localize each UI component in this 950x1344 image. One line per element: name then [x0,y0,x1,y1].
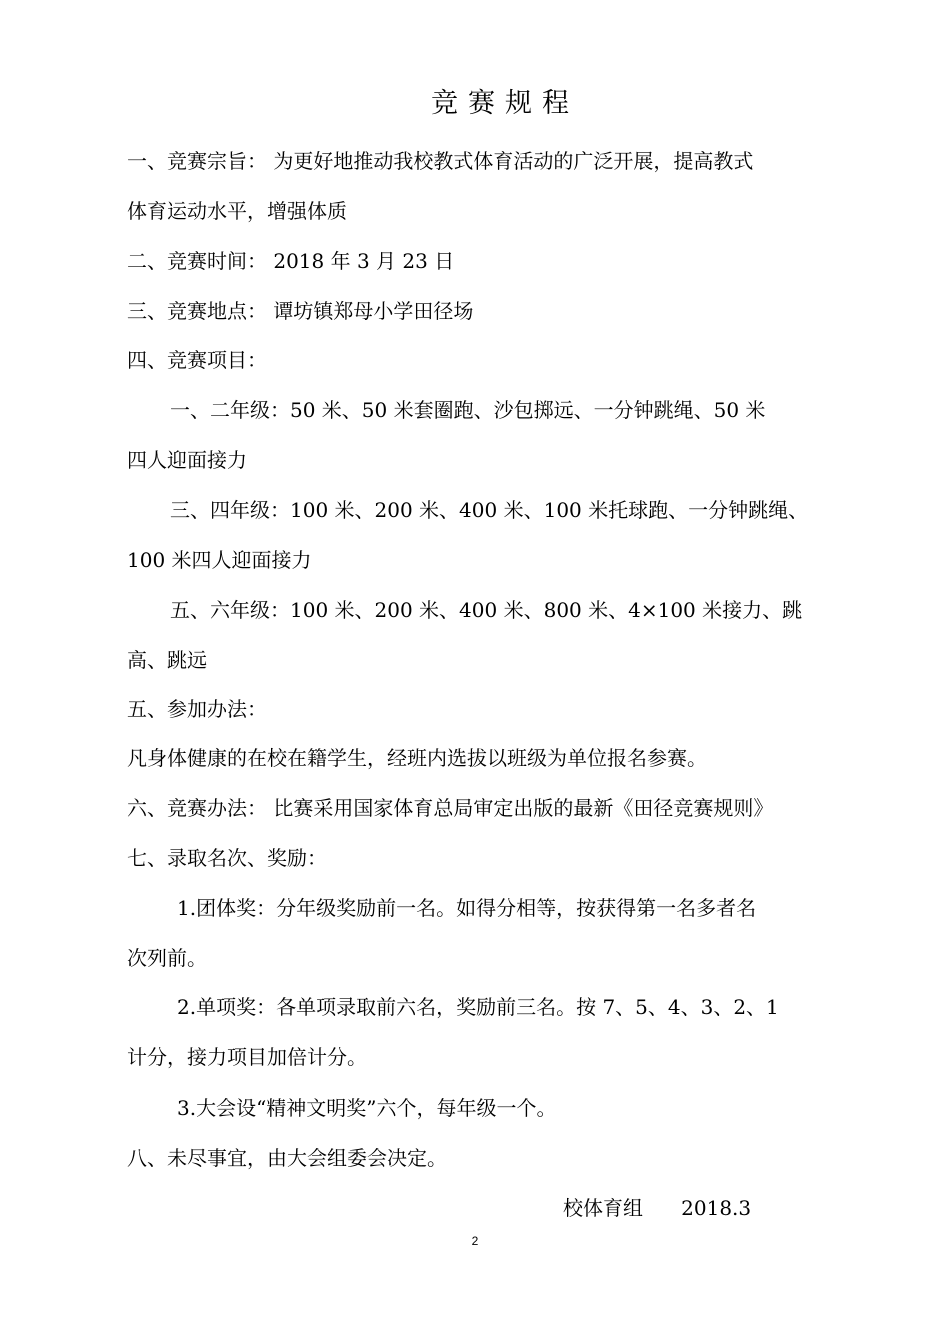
text-line: 一、竞赛宗旨： 为更好地推动我校教式体育活动的广泛开展，提高教式 [127,149,754,173]
text-line: 四人迎面接力 [127,448,247,472]
text-line: 凡身体健康的在校在籍学生，经班内选拔以班级为单位报名参赛。 [127,746,707,770]
text-line: 四、竞赛项目： [127,348,267,372]
text-line: 二、竞赛时间： 2018 年 3 月 23 日 [127,249,455,273]
text-line: 五、六年级：100 米、200 米、400 米、800 米、4×100 米接力、跳 [170,598,803,622]
text-line: 高、跳远 [127,648,207,672]
text-line: 六、竞赛办法： 比赛采用国家体育总局审定出版的最新《田径竞赛规则》 [127,796,774,820]
document-title: 竞赛规程 [431,88,579,119]
text-line: 三、四年级：100 米、200 米、400 米、100 米托球跑、一分钟跳绳、 [170,498,809,522]
text-line: 计分，接力项目加倍计分。 [127,1045,367,1069]
text-line: 五、参加办法： [127,697,267,721]
text-line: 体育运动水平，增强体质 [127,199,347,223]
text-line: 2.单项奖：各单项录取前六名，奖励前三名。按 7、5、4、3、2、1 [177,995,779,1019]
page-number: 2 [471,1234,479,1248]
signature: 校体育组 2018.3 [563,1196,752,1220]
text-line: 次列前。 [127,946,207,970]
text-line: 100 米四人迎面接力 [127,548,312,572]
text-line: 3.大会设“精神文明奖”六个，每年级一个。 [177,1096,557,1120]
text-line: 八、未尽事宜，由大会组委会决定。 [127,1146,447,1170]
text-line: 七、录取名次、奖励： [127,846,327,870]
text-line: 一、二年级：50 米、50 米套圈跑、沙包掷远、一分钟跳绳、50 米 [170,398,766,422]
text-line: 三、竞赛地点： 谭坊镇郑母小学田径场 [127,299,474,323]
text-line: 1.团体奖：分年级奖励前一名。如得分相等，按获得第一名多者名 [177,896,757,920]
